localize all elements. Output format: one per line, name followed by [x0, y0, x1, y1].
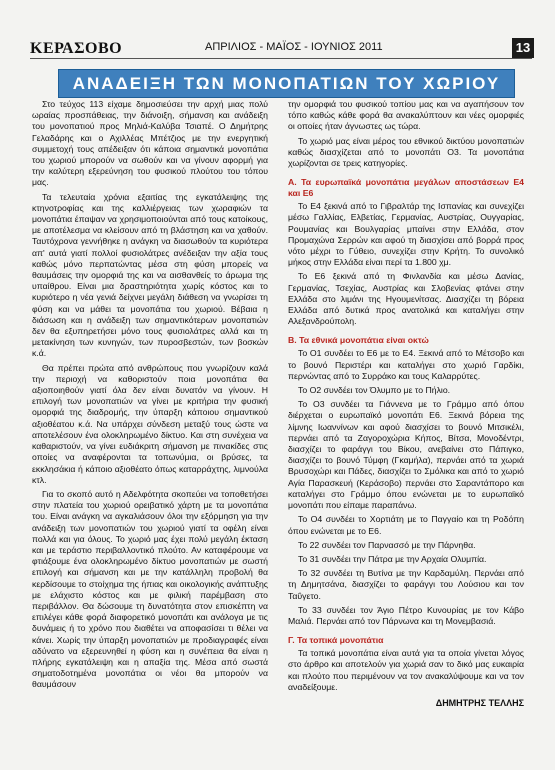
section-heading-european: Α. Τα ευρωπαϊκά μονοπάτια μεγάλων αποστάσεων Ε4 και Ε6: [288, 177, 524, 199]
paragraph: Το Ε6 ξεκινά από τη Φινλανδία και μέσω Δανίας, Γερμανίας, Τσεχίας, Αυστρίας και Σλοβενίας φτάνει στην Ελλάδα στο λιμάνι της Ηγουμενίτσας. Διασχίζει τη βόρεια Ελλάδα από δυτικά προς ανατολικά και καταλήγει στην Αλεξανδρούπολη.: [288, 271, 524, 327]
paragraph: Στο τεύχος 113 είχαμε δημοσιεύσει την αρχή μιας πολύ ωραίας προσπάθειας, την διάνοιξη, σήμανση και ανάδειξη του μονοπατιού προς Μηλιά-Καλύβα Τσιαπέ. Ο Δημήτρης Γελαδάρης και ο Αχιλλέας Μπέτζιος με την ενεργητική συμμετοχή τους απέδειξαν ότι κάποια σημαντικά μονοπάτια του χωριού μπορούν να σωθούν και να γίνουν αφορμή για την καλύτερη εξερεύνηση του φυσικού πλούτου του τόπου μας.: [32, 99, 268, 188]
paragraph: Το Ο2 συνδέει τον Όλυμπο με το Πήλιο.: [298, 385, 451, 396]
paragraph: Το Ο1 συνδέει το Ε6 με το Ε4. Ξεκινά από το Μέτσοβο και το βουνό Περιστέρι και καταλήγει στο χωριό Γαρδίκι, περνώντας από το Συρράκο και τους Καλαρρύτες.: [288, 348, 524, 381]
author-signature: ΔΗΜΗΤΡΗΣ ΤΕΛΛΗΣ: [435, 697, 524, 708]
paragraph: την ομορφιά του φυσικού τοπίου μας και να αγαπήσουν τον τόπο καθώς κάθε φορά θα ανακαλύπτουν και νέες ομορφιές οι οποίες ήταν άγνωστες ως τώρα.: [288, 99, 524, 132]
left-column: [32, 99, 268, 694]
paragraph: Τα τοπικά μονοπάτια είναι αυτά για τα οποία γίνεται λόγος στο άρθρο και αποτελούν για χωριά σαν το δικό μας ευκαιρία και πλούτο που περιμένουν να τον ανακαλύψουμε και να τον αναδείξουμε.: [288, 648, 524, 692]
paragraph: Το 22 συνδέει τον Παρνασσό με την Πάρνηθα.: [298, 539, 476, 550]
right-column: [288, 99, 524, 709]
paragraph: Το 32 συνδέει τη Βυτίνα με την Καρδαμύλη. Περνάει από τη Δημητσάνα, διασχίζει το φαράγγι του Λούσιου και τον Ταΰγετο.: [288, 568, 524, 601]
issue-date: ΑΠΡΙΛΙΟΣ - ΜΑΪΟΣ - ΙΟΥΝΙΟΣ 2011: [205, 41, 383, 53]
section-heading-national: Β. Τα εθνικά μονοπάτια είναι οκτώ: [288, 335, 429, 346]
paragraph: Το 33 συνδέει τον Άγιο Πέτρο Κυνουρίας με τον Κάβο Μαλιά. Περνάει από τον Πάρνωνα και τη Μονεμβασιά.: [288, 604, 524, 626]
paragraph: Το Ε4 ξεκινά από το Γιβραλτάρ της Ισπανίας και συνεχίζει μέσω Γαλλίας, Ελβετίας, Γερμανίας, Αυστρίας, Ουγγαρίας, Ρουμανίας και Βουλγαρίας μπαίνει στην Ελλάδα, στον Προμαχώνα Σερρών και αφού τη διασχίσει από βορρά προς νότο μέχρι το Γύθειο, συνεχίζει στην Κρήτη. Το συνολικό μήκος στην Ελλάδα είναι περί τα 1.800 χμ.: [288, 201, 524, 268]
paragraph: Το 31 συνδέει την Πάτρα με την Αρχαία Ολυμπία.: [298, 553, 487, 564]
paragraph: Τα τελευταία χρόνια εξαιτίας της εγκατάλειψης της κτηνοτροφίας και της καλλιέργειας των χωραφιών τα μονοπάτια έπαψαν να χρησιμοποιούνται από τους κατοίκους, με αποτέλεσμα να κλείσουν από τη βλάστηση και να χαθούν. Ταυτόχρονα γεννήθηκε η ανάγκη να διασωθούν τα κυριότερα απ' αυτά γιατί πολλοί φυσιολάτρες ανέδειξαν την αξία τους καθώς μόνο περπατώντας μέσα στη φύση μπορείς να θαυμάσεις την ομορφιά της και να αισθανθείς το άρωμα της υπαίθρου. Είναι μια δραστηριότητα χωρίς κόστος και το κυριότερο η νέα γενιά δείχνει μεγάλη διάθεση να γνωρίσει τη φύση και να μάθει τα μονοπάτια του χωριού. Βέβαια η διάσωση και η ανάδειξη των σημαντικότερων μονοπατιών δεν θα εξυπηρετήσει μόνο τους φυσιολάτρες αλλά και τη μετακίνηση των κυνηγών, των πυροσβεστών, των βοσκών κ.ά.: [32, 191, 268, 359]
paragraph: Το Ο3 συνδέει τα Γιάννενα με το Γράμμο από όπου διέρχεται ο ευρωπαϊκό μονοπάτι Ε6. Ξεκινά βόρεια της λίμνης Ιωαννίνων και αφού διασχίσει το βουνό Μιτσικέλι, περνάει από τα Ζαγοροχώρια Κήπος, Βίτσα, Μονοδέντρι, διασχίζει το φαράγγι του Βίκου, ανεβαίνει στο Πάπιγκο, διασχίζει το βουνό Τύμφη (Γκαμήλα), περνάει από τα χωριά Βρυσοχώρι και Πάδες, διασχίζει το Σμόλικα και από το χωριό Αγία Παρασκευή (Κεράσοβο) περνάει στο Σαραντάπορο και καταλήγει στο Γράμμο όπου ενώνεται με το ευρωπαϊκό μονοπάτι που είπαμε παραπάνω.: [288, 399, 524, 511]
paragraph: Το χωριό μας είναι μέρος του εθνικού δικτύου μονοπατιών καθώς διασχίζεται από το μονοπάτι Ο3. Τα μονοπάτια χωρίζονται σε τρεις κατηγορίες.: [288, 135, 524, 169]
article-title: ΑΝΑΔΕΙΞΗ ΤΩΝ ΜΟΝΟΠΑΤΙΩΝ ΤΟΥ ΧΩΡΙΟΥ: [58, 69, 515, 98]
section-heading-local: Γ. Τα τοπικά μονοπάτια: [288, 635, 384, 646]
paragraph: Θα πρέπει πρώτα από ανθρώπους που γνωρίζουν καλά την περιοχή να καθοριστούν ποια μονοπάτια θα αξιοποιηθούν γιατί όλα δεν είναι δυνατόν να γίνουν. Η επιλογή των μονοπατιών να γίνει με κριτήρια την φυσική ομορφιά της διαδρομής, την ύπαρξη κάποιου σημαντικού αξιοθέατου κ.ά. Να υπάρχει σύνδεση μεταξύ τους ώστε να αποτελέσουν ένα ολοκληρωμένο δίκτυο. Και στη συνέχεια να καθαριστούν, να γίνει ευδιάκριτη σήμανση με πινακίδες στις οποίες να αναφέρονται τα τοπωνύμια, οι βρύσες, τα εκκλησάκια ή κάποιο αξιοθέατο όπως καταρράχτης, λιμνούλα κτλ.: [32, 362, 268, 485]
masthead: ΚΕΡΑΣΟΒΟ: [30, 40, 123, 57]
paragraph: Το Ο4 συνδέει το Χορτιάτη με το Παγγαίο και τη Ροδόπη όπου ενώνεται με το Ε6.: [288, 514, 524, 536]
page-number: 13: [512, 38, 534, 58]
header-divider: [30, 58, 532, 59]
paragraph: Για το σκοπό αυτό η Αδελφότητα σκοπεύει να τοποθετήσει στην πλατεία του χωριού ορειβατικό χάρτη με τα μονοπάτια του. Είναι ανάγκη να αγκαλιάσουν όλοι την εξόρμηση για την ανάδειξη των μονοπατιών του χωριού γιατί τα οφέλη είναι πολλά και για όλους. Το χωριό μας έχει πολύ μεγάλη έκταση και με τεράστιο περιβαλλοντικό πλούτο. Αν καταφέρουμε να φτιάξουμε ένα ολοκληρωμένο δίκτυο μονοπατιών με σωστή επιλογή και σήμανση και με την κατάλληλη προβολή θα κερδίσουμε το στοίχημα της ήπιας και οικολογικής ανάπτυξης με ελάχιστο κόστος και με φιλική παρέμβαση στο περιβάλλον. Θα δώσουμε τη δυνατότητα στον επισκέπτη να επιλέγει κάθε φορά διαφορετικό μονοπάτι και ανάλογα με τις δυνάμεις ή το χρόνο που διαθέτει να αποφασίσει τι θέλει να κάνει. Χωρίς την ύπαρξη μονοπατιών με προδιαγραφές είναι αδύνατο να εξερευνηθεί η φύση και η συνέπεια θα είναι η πλήρης εγκατάλειψη και η απαξία της. Μέσα από σωστά σηματοδοτημένα μονοπάτια οι νέοι θα μπορούν να θαυμάσουν: [32, 488, 268, 690]
